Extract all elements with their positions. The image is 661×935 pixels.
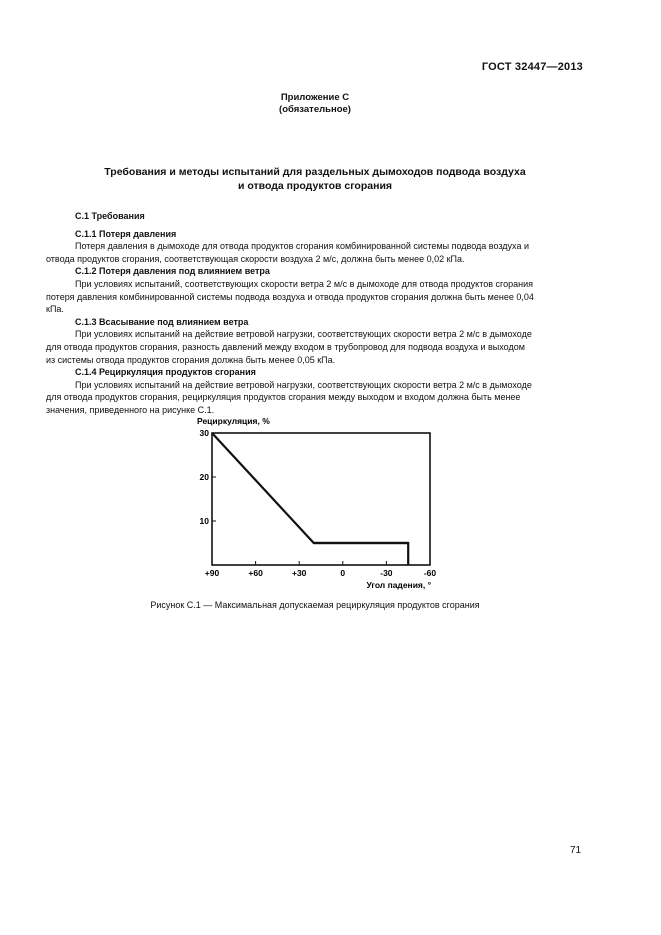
x-tick-label: +60 [248,568,263,578]
x-tick-label: +90 [204,568,220,578]
paragraph-c13-line2: для отвода продуктов сгорания, разность давлений между входом в трубопровод для подвода воздуха и выходом [46,341,525,352]
page-number: 71 [570,845,582,856]
heading-c14: С.1.4 Рециркуляция продуктов сгорания [75,367,256,378]
section-title-line2: и отвода продуктов сгорания [237,180,393,192]
paragraph-c13-line3: из системы отвода продуктов сгорания должна быть менее 0,05 кПа. [46,354,336,365]
figure-caption: Рисунок С.1 — Максимальная допускаемая рециркуляция продуктов сгорания [150,600,480,610]
x-tick-label: 0 [340,568,346,578]
y-axis-label: Рециркуляция, % [197,416,270,426]
recirculation-limit-line [212,433,408,565]
paragraph-c12-line3: кПа. [46,304,64,315]
annex-status: (обязательное) [279,104,351,115]
annex-title: Приложение С [280,92,350,103]
standard-number: ГОСТ 32447—2013 [481,61,583,73]
paragraph-c12-line1: При условиях испытаний, соответствующих скорости ветра 2 м/с в дымоходе для отвода продуктов сгорания [75,278,533,289]
x-tick-label: +30 [291,568,307,578]
heading-c12: С.1.2 Потеря давления под влиянием ветра [75,266,270,277]
heading-c11: С.1.1 Потеря давления [75,228,177,239]
paragraph-c14-line1: При условиях испытаний на действие ветровой нагрузки, соответствующих скорости ветра 2 м/с в дымоходе [75,379,532,390]
y-tick-label: 20 [199,472,209,482]
requirements-text [46,210,584,417]
paragraph-c11-line1: Потеря давления в дымоходе для отвода продуктов сгорания комбинированной системы подвода воздуха и [75,241,529,252]
x-tick-label: -30 [380,568,393,578]
y-tick-label: 30 [199,428,209,438]
y-tick-label: 10 [199,516,209,526]
section-title [60,165,570,193]
recirculation-chart [185,410,455,590]
plot-frame [212,433,430,565]
heading-c1: С.1 Требования [75,211,145,221]
paragraph-c14-line3: значения, приведенного на рисунке С.1. [46,404,215,415]
x-axis-label: Угол падения, ° [366,580,431,590]
paragraph-c11-line2: отвода продуктов сгорания, соответствующая скорости воздуха 2 м/с, должна быть менее 0,02 кПа. [46,253,465,264]
section-title-line1: Требования и методы испытаний для раздельных дымоходов подвода воздуха [104,166,526,178]
paragraph-c12-line2: потеря давления комбинированной системы подвода воздуха и отвода продуктов сгорания должна быть менее 0,04 [46,291,534,302]
heading-c13: С.1.3 Всасывание под влиянием ветра [75,316,249,327]
x-tick-label: -60 [423,568,437,578]
paragraph-c14-line2: для отвода продуктов сгорания, рециркуляция продуктов сгорания между выходом и входом должна быть менее [46,392,521,403]
paragraph-c13-line1: При условиях испытаний на действие ветровой нагрузки, соответствующих скорости ветра 2 м/с в дымоходе [75,329,532,340]
